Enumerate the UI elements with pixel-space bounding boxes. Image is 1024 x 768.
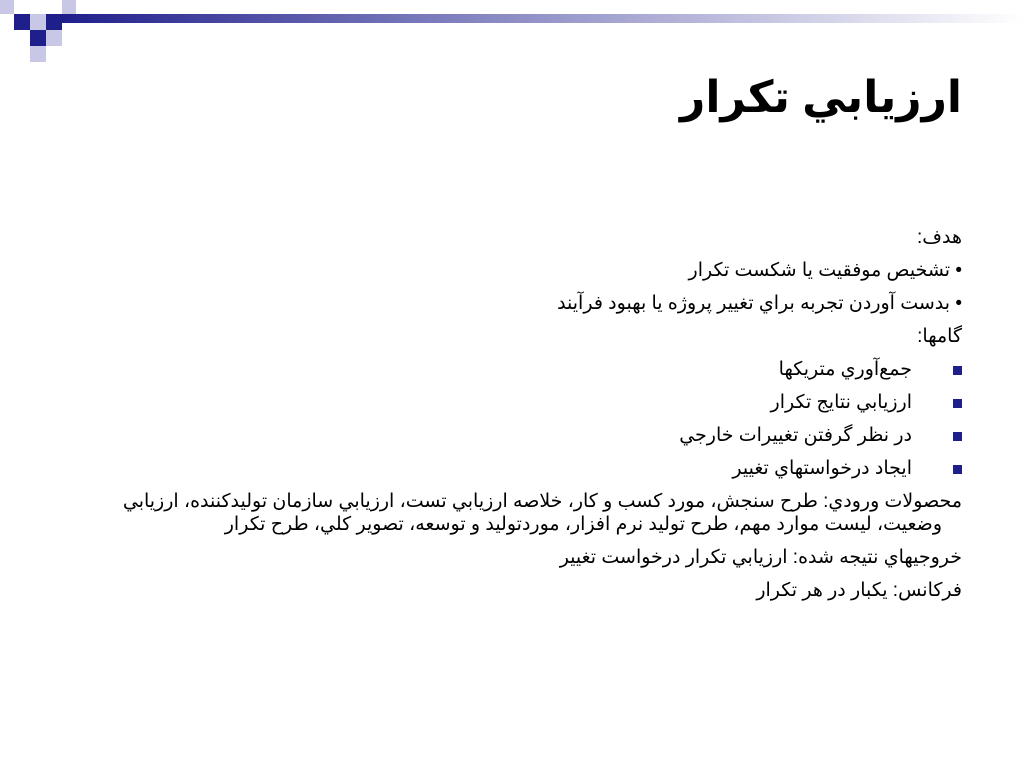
square-bullet-icon [953, 432, 962, 441]
outputs-text: خروجيهاي نتيجه شده: ارزيابي تکرار درخواست تغيير [559, 547, 962, 568]
frequency-text: فرکانس: يکبار در هر تکرار [756, 580, 962, 601]
goal-item: • بدست آوردن تجربه براي تغيير پروژه يا بهبود فرآيند [557, 293, 962, 314]
goal-label: هدف: [917, 227, 962, 248]
step-text: جمع‌آوري متريکها [778, 359, 912, 380]
square-bullet-icon [953, 465, 962, 474]
step-text: در نظر گرفتن تغييرات خارجي [679, 425, 912, 446]
step-item [100, 424, 962, 447]
step-text: ارزيابي نتايج تکرار [770, 392, 912, 413]
step-text: ايجاد درخواستهاي تغيير [732, 458, 912, 479]
step-item [100, 391, 962, 414]
square-bullet-icon [953, 399, 962, 408]
step-item [100, 457, 962, 480]
steps-label: گامها: [917, 326, 962, 347]
goal-item: • تشخيص موفقيت يا شکست تکرار [688, 260, 962, 281]
slide-title: ارزيابي تکرار [680, 73, 962, 122]
header-decoration [0, 0, 1024, 70]
slide-body [100, 226, 962, 612]
square-bullet-icon [953, 366, 962, 375]
inputs-text: محصولات ورودي: طرح سنجش، مورد کسب و کار، خلاصه ارزيابي تست، ارزيابي سازمان توليدکننده، ارزيابي وضعيت، ليست موارد مهم، طرح توليد نرم افزار، موردتوليد و توسعه، تصوير کلي، طرح تکرار [122, 491, 962, 535]
step-item [100, 358, 962, 381]
